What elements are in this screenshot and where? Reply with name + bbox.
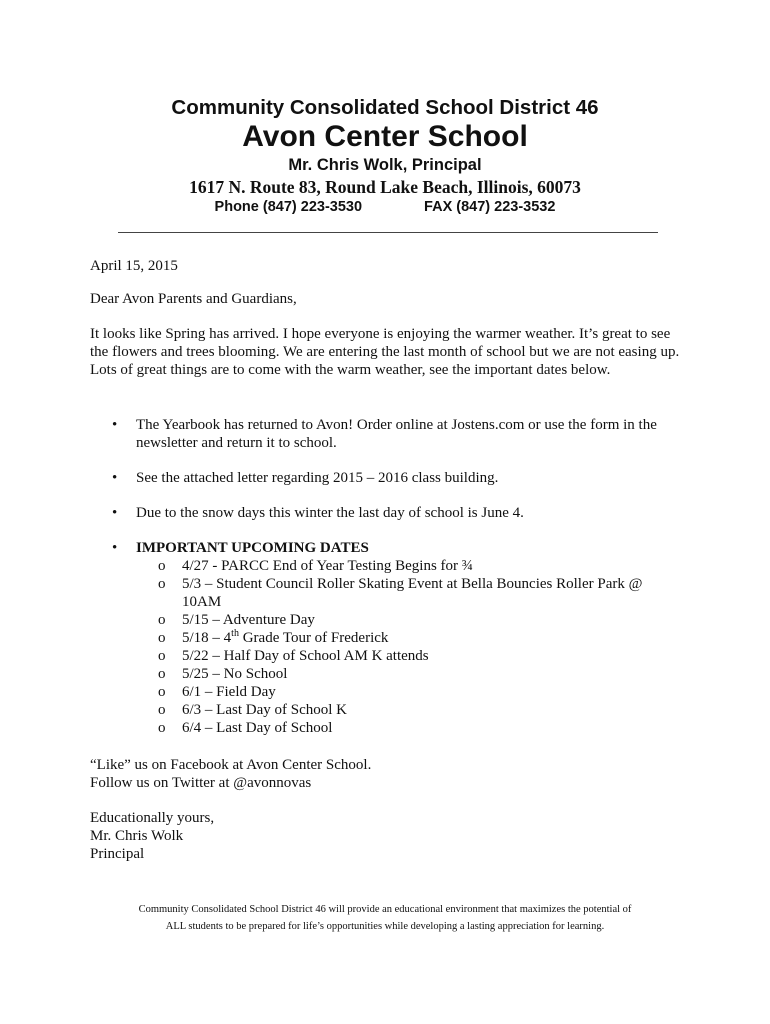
date-item [158, 647, 658, 665]
date-item-text: 5/18 – 4th Grade Tour of Frederick [182, 628, 389, 646]
phone-number: Phone (847) 223-3530 [214, 199, 363, 215]
date-item [158, 665, 658, 683]
date-item [158, 575, 658, 611]
bullet-dot: • [112, 470, 118, 486]
mission-line-1: Community Consolidated School District 46 will provide an educational environment that maximizes the potential of [138, 904, 632, 915]
ordinal-suffix: th [231, 628, 239, 639]
upcoming-dates-heading: IMPORTANT UPCOMING DATES [136, 540, 369, 556]
intro-paragraph: It looks like Spring has arrived. I hope everyone is enjoying the warmer weather. It’s great to see the flowers and trees blooming. We are entering the last month of school but we are not easing up. Lots of great things are to come with the warm weather, see the important dates below. [90, 326, 680, 378]
salutation: Dear Avon Parents and Guardians, [90, 291, 297, 307]
bullet-dot: • [112, 540, 118, 556]
sub-bullet-circle: o [158, 684, 166, 700]
signature-block [90, 809, 680, 863]
header-divider [118, 232, 658, 233]
facebook-line: “Like” us on Facebook at Avon Center School. [90, 757, 372, 773]
date-item [158, 557, 658, 575]
bullet-text: The Yearbook has returned to Avon! Order online at Jostens.com or use the form in the newsletter and return it to school. [136, 417, 657, 451]
sub-bullet-circle: o [158, 630, 166, 646]
date-item-text: 5/15 – Adventure Day [182, 612, 315, 628]
sub-bullet-circle: o [158, 666, 166, 682]
sub-bullet-circle: o [158, 576, 166, 592]
sub-bullet-circle: o [158, 720, 166, 736]
bullet-dot: • [112, 505, 118, 521]
mission-line-2: ALL students to be prepared for life’s opportunities while developing a lasting appreciation for learning. [165, 921, 605, 932]
twitter-line: Follow us on Twitter at @avonnovas [90, 775, 312, 791]
letter-date: April 15, 2015 [90, 258, 178, 274]
date-item-text: 5/3 – Student Council Roller Skating Event at Bella Bouncies Roller Park @ 10AM [182, 576, 643, 610]
date-item [158, 629, 658, 647]
district-name: Community Consolidated School District 46 [171, 96, 599, 119]
date-item-text: 5/22 – Half Day of School AM K attends [182, 648, 429, 664]
date-item [158, 683, 658, 701]
sub-bullet-circle: o [158, 648, 166, 664]
date-item-text: 6/4 – Last Day of School [182, 720, 333, 736]
date-item [158, 719, 658, 737]
fax-number: FAX (847) 223-3532 [424, 199, 556, 215]
date-item-text: 6/1 – Field Day [182, 684, 276, 700]
signer-name: Mr. Chris Wolk [90, 828, 184, 844]
bullet-text: See the attached letter regarding 2015 – 2016 class building. [136, 470, 499, 486]
school-name: Avon Center School [242, 120, 528, 153]
school-address: 1617 N. Route 83, Round Lake Beach, Illinois, 60073 [189, 177, 581, 197]
closing-phrase: Educationally yours, [90, 810, 215, 826]
sub-bullet-circle: o [158, 612, 166, 628]
date-item-text: 5/25 – No School [182, 666, 288, 682]
bullet-dot: • [112, 417, 118, 433]
signer-title: Principal [90, 846, 145, 862]
principal-line: Mr. Chris Wolk, Principal [288, 156, 482, 174]
sub-bullet-circle: o [158, 702, 166, 718]
upcoming-dates-list [158, 557, 658, 737]
social-links [90, 756, 680, 792]
contact-line [0, 199, 770, 215]
date-item [158, 611, 658, 629]
date-item [158, 701, 658, 719]
mission-statement [0, 901, 770, 935]
date-item-text: 6/3 – Last Day of School K [182, 702, 347, 718]
date-item-text: 4/27 - PARCC End of Year Testing Begins for ¾ [182, 558, 474, 574]
sub-bullet-circle: o [158, 558, 166, 574]
bullet-text: Due to the snow days this winter the last day of school is June 4. [136, 505, 524, 521]
